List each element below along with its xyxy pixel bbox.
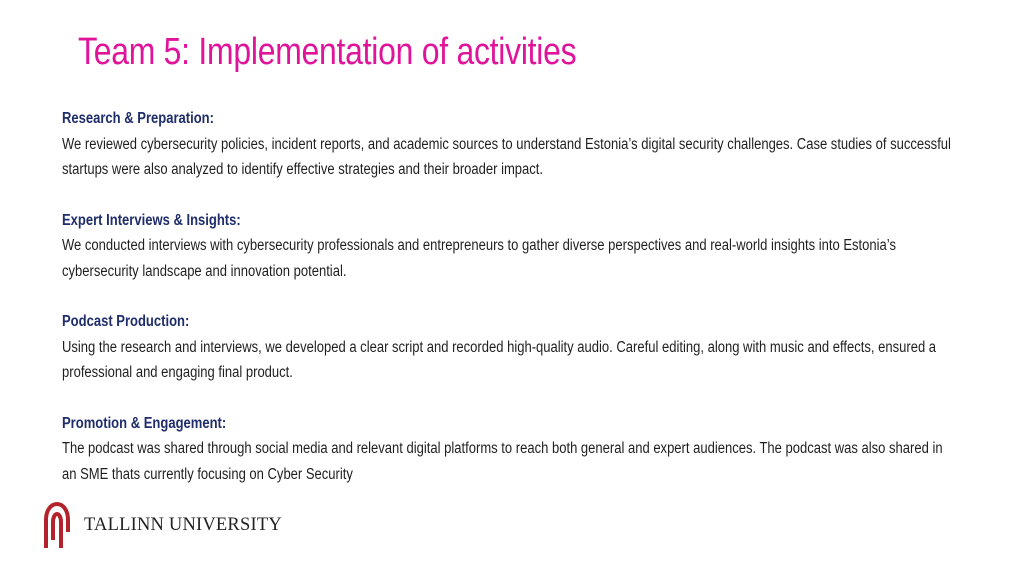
section-body: We reviewed cybersecurity policies, incident reports, and academic sources to understand Estonia’s digital security challenges. Case studies of successful startups were also analyzed to identify effective strategies and their broader impact. — [62, 135, 951, 178]
section-research-preparation — [62, 106, 952, 183]
section-body: Using the research and interviews, we developed a clear script and recorded high-quality audio. Careful editing, along with music and effects, ensured a professional and engaging final product. — [62, 338, 937, 381]
section-body: We conducted interviews with cybersecurity professionals and entrepreneurs to gather diverse perspectives and real-world insights into Estonia’s cybersecurity landscape and innovation potential. — [62, 237, 896, 280]
section-heading: Research & Preparation: — [62, 110, 214, 127]
section-expert-interviews — [62, 208, 952, 285]
section-podcast-production — [62, 309, 952, 386]
section-heading: Podcast Production: — [62, 313, 190, 330]
section-heading: Expert Interviews & Insights: — [62, 211, 241, 229]
content-area — [62, 106, 952, 512]
slide-title: Team 5: Implementation of activities — [78, 31, 577, 73]
section-promotion-engagement — [62, 411, 952, 488]
section-heading: Promotion & Engagement: — [62, 414, 227, 432]
university-logo — [42, 502, 282, 548]
section-body: The podcast was shared through social media and relevant digital platforms to reach both general and expert audiences. The podcast was also shared in an SME thats currently focusing on Cyber Security — [62, 440, 943, 483]
tallinn-university-arch-icon — [42, 502, 72, 548]
university-name: TALLINN UNIVERSITY — [84, 514, 282, 535]
